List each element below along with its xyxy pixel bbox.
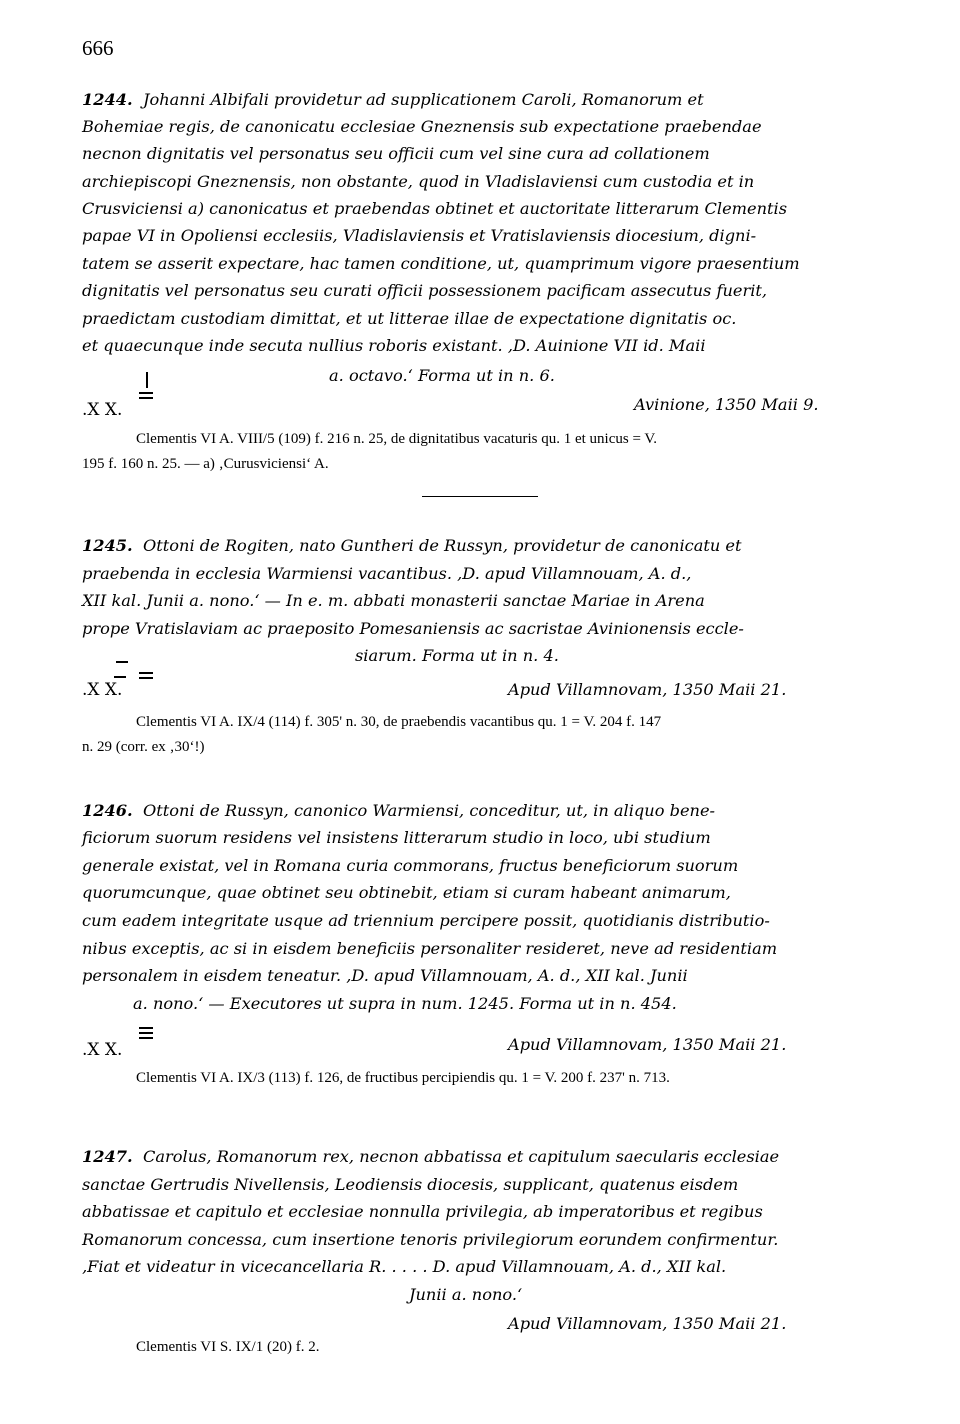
entry-number: 1246. [82, 801, 133, 820]
entry-text-line: ficiorum suorum residens vel insistens litterarum studio in loco, ubi studium [82, 828, 711, 847]
page-number: 666 [82, 36, 114, 60]
entry-text-line: cum eadem integritate usque ad triennium percipere possit, quotidianis distributio- [82, 911, 770, 930]
entry-text-line: quorumcunque, quae obtinet seu obtinebit, etiam si curam habeant animarum, [82, 883, 731, 902]
entry-text-line: papae VI in Opoliensi ecclesiis, Vladislaviensis et Vratislaviensis diocesium, digni- [82, 226, 757, 245]
entry-text-line: tatem se asserit expectare, hac tamen conditione, ut, quamprimum vigore praesentium [82, 254, 800, 273]
entry-text-line: siarum. Forma ut in n. 4. [355, 646, 559, 665]
footnote-line: n. 29 (corr. ex ‚30‘!) [82, 739, 205, 755]
entry-text-line: sanctae Gertrudis Nivellensis, Leodiensis diocesis, supplicant, quatenus eisdem [82, 1175, 739, 1194]
entry-text-line: personalem in eisdem teneatur. ,D. apud Villamnouam, A. d., XII kal. Junii [82, 966, 688, 985]
entry-text-line: ‚Fiat et videatur in vicecancellaria R. . . . . D. apud Villamnouam, A. d., XII kal. [82, 1257, 727, 1276]
entry-text-line: a. nono.‘ — Executores ut supra in num. 1245. Forma ut in n. 454. [133, 994, 677, 1013]
footnote-line: Clementis VI S. IX/1 (20) f. 2. [136, 1339, 320, 1355]
footnote-line: 195 f. 160 n. 25. — a) ‚Curusviciensi‘ A. [82, 456, 329, 472]
entry-date: Apud Villamnovam, 1350 Maii 21. [508, 1035, 787, 1054]
entry-date: Avinione, 1350 Maii 9. [634, 395, 819, 414]
entry-date: Apud Villamnovam, 1350 Maii 21. [508, 1314, 787, 1333]
entry-text-line: generale existat, vel in Romana curia commorans, fructus beneficiorum suorum [82, 856, 739, 875]
entry-text-line: XII kal. Junii a. nono.‘ — In e. m. abbati monasterii sanctae Mariae in Arena [82, 591, 705, 610]
entry-text-line: praebenda in ecclesia Warmiensi vacantibus. ,D. apud Villamnouam, A. d., [82, 564, 692, 583]
entry-text-line: nibus exceptis, ac si in eisdem beneficiis personaliter resideret, neve ad residentiam [82, 939, 778, 958]
register-mark [139, 392, 153, 394]
entry-number: 1247. [82, 1147, 133, 1166]
footnote-line: Clementis VI A. IX/3 (113) f. 126, de fructibus percipiendis qu. 1 = V. 200 f. 237' n. 713. [136, 1070, 670, 1086]
entry-text-line: prope Vratislaviam ac praeposito Pomesaniensis ac sacristae Avinionensis eccle- [82, 619, 744, 638]
entry-text-line: Junii a. nono.‘ [409, 1285, 523, 1304]
entry-text-line: Romanorum concessa, cum insertione tenoris privilegiorum eorundem confirmentur. [82, 1230, 779, 1249]
entry-text-line: et quaecunque inde secuta nullius roboris existant. ,D. Auinione VII id. Maii [82, 336, 706, 355]
register-mark [114, 676, 126, 678]
entry-text-line: necnon dignitatis vel personatus seu officii cum vel sine cura ad collationem [82, 144, 710, 163]
register-mark [139, 677, 153, 679]
register-mark [116, 661, 128, 663]
footnote-line: Clementis VI A. VIII/5 (109) f. 216 n. 25, de dignitatibus vacaturis qu. 1 et unicus = V. [136, 431, 658, 447]
entry-text-line: praedictam custodiam dimittat, et ut litterae illae de expectatione dignitatis oc. [82, 309, 737, 328]
entry-text-line: Bohemiae regis, de canonicatu ecclesiae Gneznensis sub expectatione praebendae [82, 117, 762, 136]
separator-rule [422, 496, 538, 497]
register-mark [139, 672, 153, 674]
entry-text-line: abbatissae et capitulo et ecclesiae nonnulla privilegia, ab imperatoribus et regibus [82, 1202, 763, 1221]
entry-text-line: Crusviciensi a) canonicatus et praebendas obtinet et auctoritate litterarum Clementis [82, 199, 788, 218]
entry-text-line: a. octavo.‘ Forma ut in n. 6. [329, 366, 555, 385]
entry-number: 1245. [82, 536, 133, 555]
register-marks: .X X. [82, 680, 123, 700]
register-mark [139, 1032, 153, 1034]
register-mark [146, 372, 148, 388]
entry-text-line: 1247. Carolus, Romanorum rex, necnon abbatissa et capitulum saecularis ecclesiae [82, 1147, 780, 1166]
register-mark [139, 1037, 153, 1039]
entry-text-line: 1245. Ottoni de Rogiten, nato Guntheri de Russyn, providetur de canonicatu et [82, 536, 742, 555]
register-marks: .X X. [82, 400, 123, 420]
entry-text-line: 1246. Ottoni de Russyn, canonico Warmiensi, conceditur, ut, in aliquo bene- [82, 801, 715, 820]
register-mark [139, 397, 153, 399]
entry-number: 1244. [82, 90, 133, 109]
footnote-line: Clementis VI A. IX/4 (114) f. 305' n. 30, de praebendis vacantibus qu. 1 = V. 204 f. 147 [136, 714, 662, 730]
entry-date: Apud Villamnovam, 1350 Maii 21. [508, 680, 787, 699]
entry-text-line: 1244. Johanni Albifali providetur ad supplicationem Caroli, Romanorum et [82, 90, 704, 109]
entry-text-line: dignitatis vel personatus seu curati officii possessionem pacificam assecutus fuerit, [82, 281, 768, 300]
entry-text-line: archiepiscopi Gneznensis, non obstante, quod in Vladislaviensi cum custodia et in [82, 172, 755, 191]
register-marks: .X X. [82, 1040, 123, 1060]
register-mark [139, 1027, 153, 1029]
